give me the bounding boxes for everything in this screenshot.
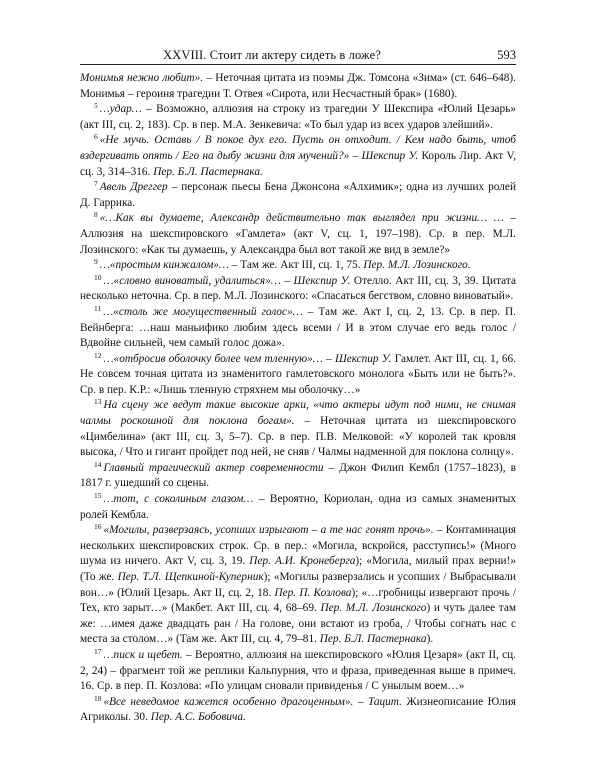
italic-quote: …тот, с соколиным глазом… (103, 493, 254, 506)
footnote-number: 10 (94, 272, 102, 282)
italic-quote: Монимья нежно любит». (80, 72, 204, 84)
italic-quote: …писк и щебет. (103, 648, 183, 661)
footnote-text: Отелло. Акт III, сц. 3, 39. Цитата несколько неточна. Ср. в пер. М.Л. Лозинского: «Спасаться бегством, словно виноватый». (80, 274, 516, 303)
footnote-text: – (280, 274, 294, 287)
italic-quote: «…Как вы думаете, Александр действительно так выглядел при жизни… … (99, 212, 504, 225)
italic-quote: «Не мучь. Оставь / В покое дух его. Пусть он отходит. / Кем надо быть, чтоб вздергивать опять / Его на дыбу жизни для мучений?» (80, 134, 516, 162)
footnote (80, 523, 516, 648)
footnote-text: – Там же. Акт I, сц. 2, 13. Ср. в пер. П. Вейнберга: …наш маньифико любим здесь всеми / И в этом случае его ведь голос / Вдвойне сильней, чем самый голос дожа». (80, 305, 516, 350)
page-number: 593 (497, 48, 516, 62)
italic-quote: Пер. Б.Л. Пастернака (319, 633, 427, 646)
footnote-text: ). (426, 633, 434, 646)
italic-quote: Пер. М.Л. Лозинского. (363, 259, 471, 272)
footnote-text: Жизнеописание Юлия Агриколы. 30. (80, 695, 516, 724)
footnote-text: Гамлет. Акт III, сц. 1, 66. Не совсем точная цитата из знаменитого гамлетовского монолога «Быть или не быть?». Ср. в пер. К.Р.: «Лишь тленную стряхнем мы оболочку…» (80, 352, 517, 396)
footnote-number: 13 (94, 397, 102, 407)
footnote (80, 648, 516, 695)
footnote-text: – Там же. Акт III, сц. 1, 75. (228, 259, 364, 272)
italic-quote: …«словно виноватый, удалиться»… (103, 274, 281, 287)
footnote (80, 461, 516, 492)
italic-quote: …«столь же могущественный голос»… (103, 305, 303, 318)
footnote-number: 6 (94, 132, 98, 142)
italic-quote: На сцену же ведут такие высокие арки, «что актеры идут под ними, не снимая чалмы роскошной для поклона богам». (80, 399, 516, 428)
italic-quote: Шекспир У. (293, 274, 351, 287)
italic-quote: Шекспир У. (334, 352, 392, 365)
footnote-number: 7 (94, 179, 98, 189)
chapter-title: XXVIII. Стоит ли актеру сидеть в ложе? (163, 48, 381, 62)
footnote-number: 9 (94, 257, 98, 267)
footnote (80, 492, 516, 523)
italic-quote: Пер. П. Козлова (274, 586, 352, 599)
italic-quote: Шекспир У. (361, 149, 419, 162)
footnote-text: – Джон Филип Кембл (1757–1823), в 1817 г. ушедший со сцены. (80, 461, 516, 490)
footnote-number: 5 (94, 101, 98, 111)
footnote-text: – Вероятно, аллюзия на шекспировского «Юлия Цезаря» (акт II, сц. 2, 24) – фрагмент той же реплики Кальпурния, что и фраза, приведенная выше в примеч. 16. Ср. в пер. П. Козлова: «По улицам сновали привиденья / С унылым воем…» (80, 648, 516, 693)
footnote-text: – (353, 695, 368, 708)
footnote (80, 305, 516, 352)
footnote-text: – Контаминация нескольких шекспировских строк. Ср. в пер.: «Могила, вскройся, расступись!» (Много шума из ничего. Акт V, сц. 3, 19. (80, 524, 517, 568)
footnote (80, 71, 516, 102)
footnote (80, 398, 516, 460)
footnote (80, 133, 516, 180)
footnote-text: – персонаж пьесы Бена Джонсона «Алхимик»; одна из лучших ролей Д. Гаррика. (80, 181, 516, 209)
footnote (80, 180, 516, 211)
footnote (80, 258, 516, 274)
running-header (80, 46, 516, 65)
footnote-number: 18 (94, 693, 102, 703)
footnote-text: – (322, 352, 335, 365)
footnote (80, 274, 516, 305)
footnote-number: 16 (94, 522, 102, 532)
footnote-text: – Возможно, аллюзия на строку из трагедии У Шекспира «Юлий Цезарь» (акт III, сц. 2, 183). Ср. в пер. М.А. Зенкевича: «То был удар из всех ударов злейший». (80, 103, 516, 131)
footnote-text: – Аллюзия на шекспировского «Гамлета» (акт V, сц. 1, 197–198). Ср. в пер. М.Л. Лозинского: «Как ты думаешь, у Александра был вот такой же вид в земле?» (80, 212, 516, 256)
footnote (80, 695, 516, 726)
footnote-text: ); «Могила, милый прах верни!» (То же. (80, 555, 517, 583)
notes-body (80, 71, 516, 726)
footnote (80, 102, 516, 133)
footnote-number: 8 (94, 210, 98, 220)
footnote-text: ); «Могилы разверзались и усопших / Выбрасывали вон…» (Юлий Цезарь. Акт II, сц. 2, 18. (80, 571, 516, 599)
footnote (80, 211, 516, 258)
footnote-number: 17 (94, 646, 102, 656)
footnote (80, 352, 516, 399)
italic-quote: Пер. М.Л. Лозинского (320, 602, 427, 615)
italic-quote: Пер. А.С. Бобовича. (150, 711, 246, 724)
footnote-number: 14 (94, 459, 102, 469)
footnote-text: – Неточная цитата из поэмы Дж. Томсона «Зима» (ст. 646–648). Монимья – героиня трагедии Т. Отвея «Сирота, или Несчастный брак» (1680). (80, 72, 516, 100)
footnote-text: Король Лир. Акт V, сц. 3, 314–316. (80, 149, 517, 178)
footnote-text: – (349, 149, 362, 162)
italic-quote: Пер. Т.Л. Щепкиной-Куперник (117, 571, 264, 583)
footnote-text: – Неточная цитата из шекспировского «Цимбелина» (акт III, сц. 3, 5–7). Ср. в пер. П.В. Мелковой: «У королей так кровля высока, / Что и гигант пройдет под ней, не сняв / Чалмы надменной для поклона солнцу». (80, 415, 516, 459)
italic-quote: …«простым кинжалом»… (99, 259, 229, 272)
italic-quote: Пер. А.И. Кронеберга (249, 555, 356, 568)
italic-quote: …«отбросив оболочку более чем тленную»… (103, 352, 323, 365)
footnote-text: – Вероятно, Кориолан, одна из самых знаменитых ролей Кембла. (80, 493, 516, 521)
italic-quote: Авель Дреггер (99, 181, 168, 194)
italic-quote: …удар… (99, 103, 142, 116)
italic-quote: «Могилы, разверзаясь, усопших изрыгают – а те нас гонят прочь». (103, 524, 434, 537)
italic-quote: Тацит. (367, 695, 402, 708)
footnote-number: 15 (94, 491, 102, 501)
italic-quote: Главный трагический актер современности (103, 461, 324, 474)
italic-quote: Пер. Б.Л. Пастернака. (153, 165, 263, 178)
footnote-text: ); «…гробницы извергают прочь / Тех, кто зарыт…» (Макбет. Акт III, сц. 4, 68–69. (80, 586, 516, 615)
footnote-number: 11 (94, 303, 102, 313)
footnote-text: ) и чуть далее там же: …имея даже двадцать ран / На голове, они встают из гроба, / Чтобы согнать нас с места за столом…» (Там же. Акт III, сц. 4, 79–81. (80, 602, 516, 646)
footnote-number: 12 (94, 350, 102, 360)
italic-quote: «Все неведомое кажется особенно драгоценным». (103, 695, 354, 708)
